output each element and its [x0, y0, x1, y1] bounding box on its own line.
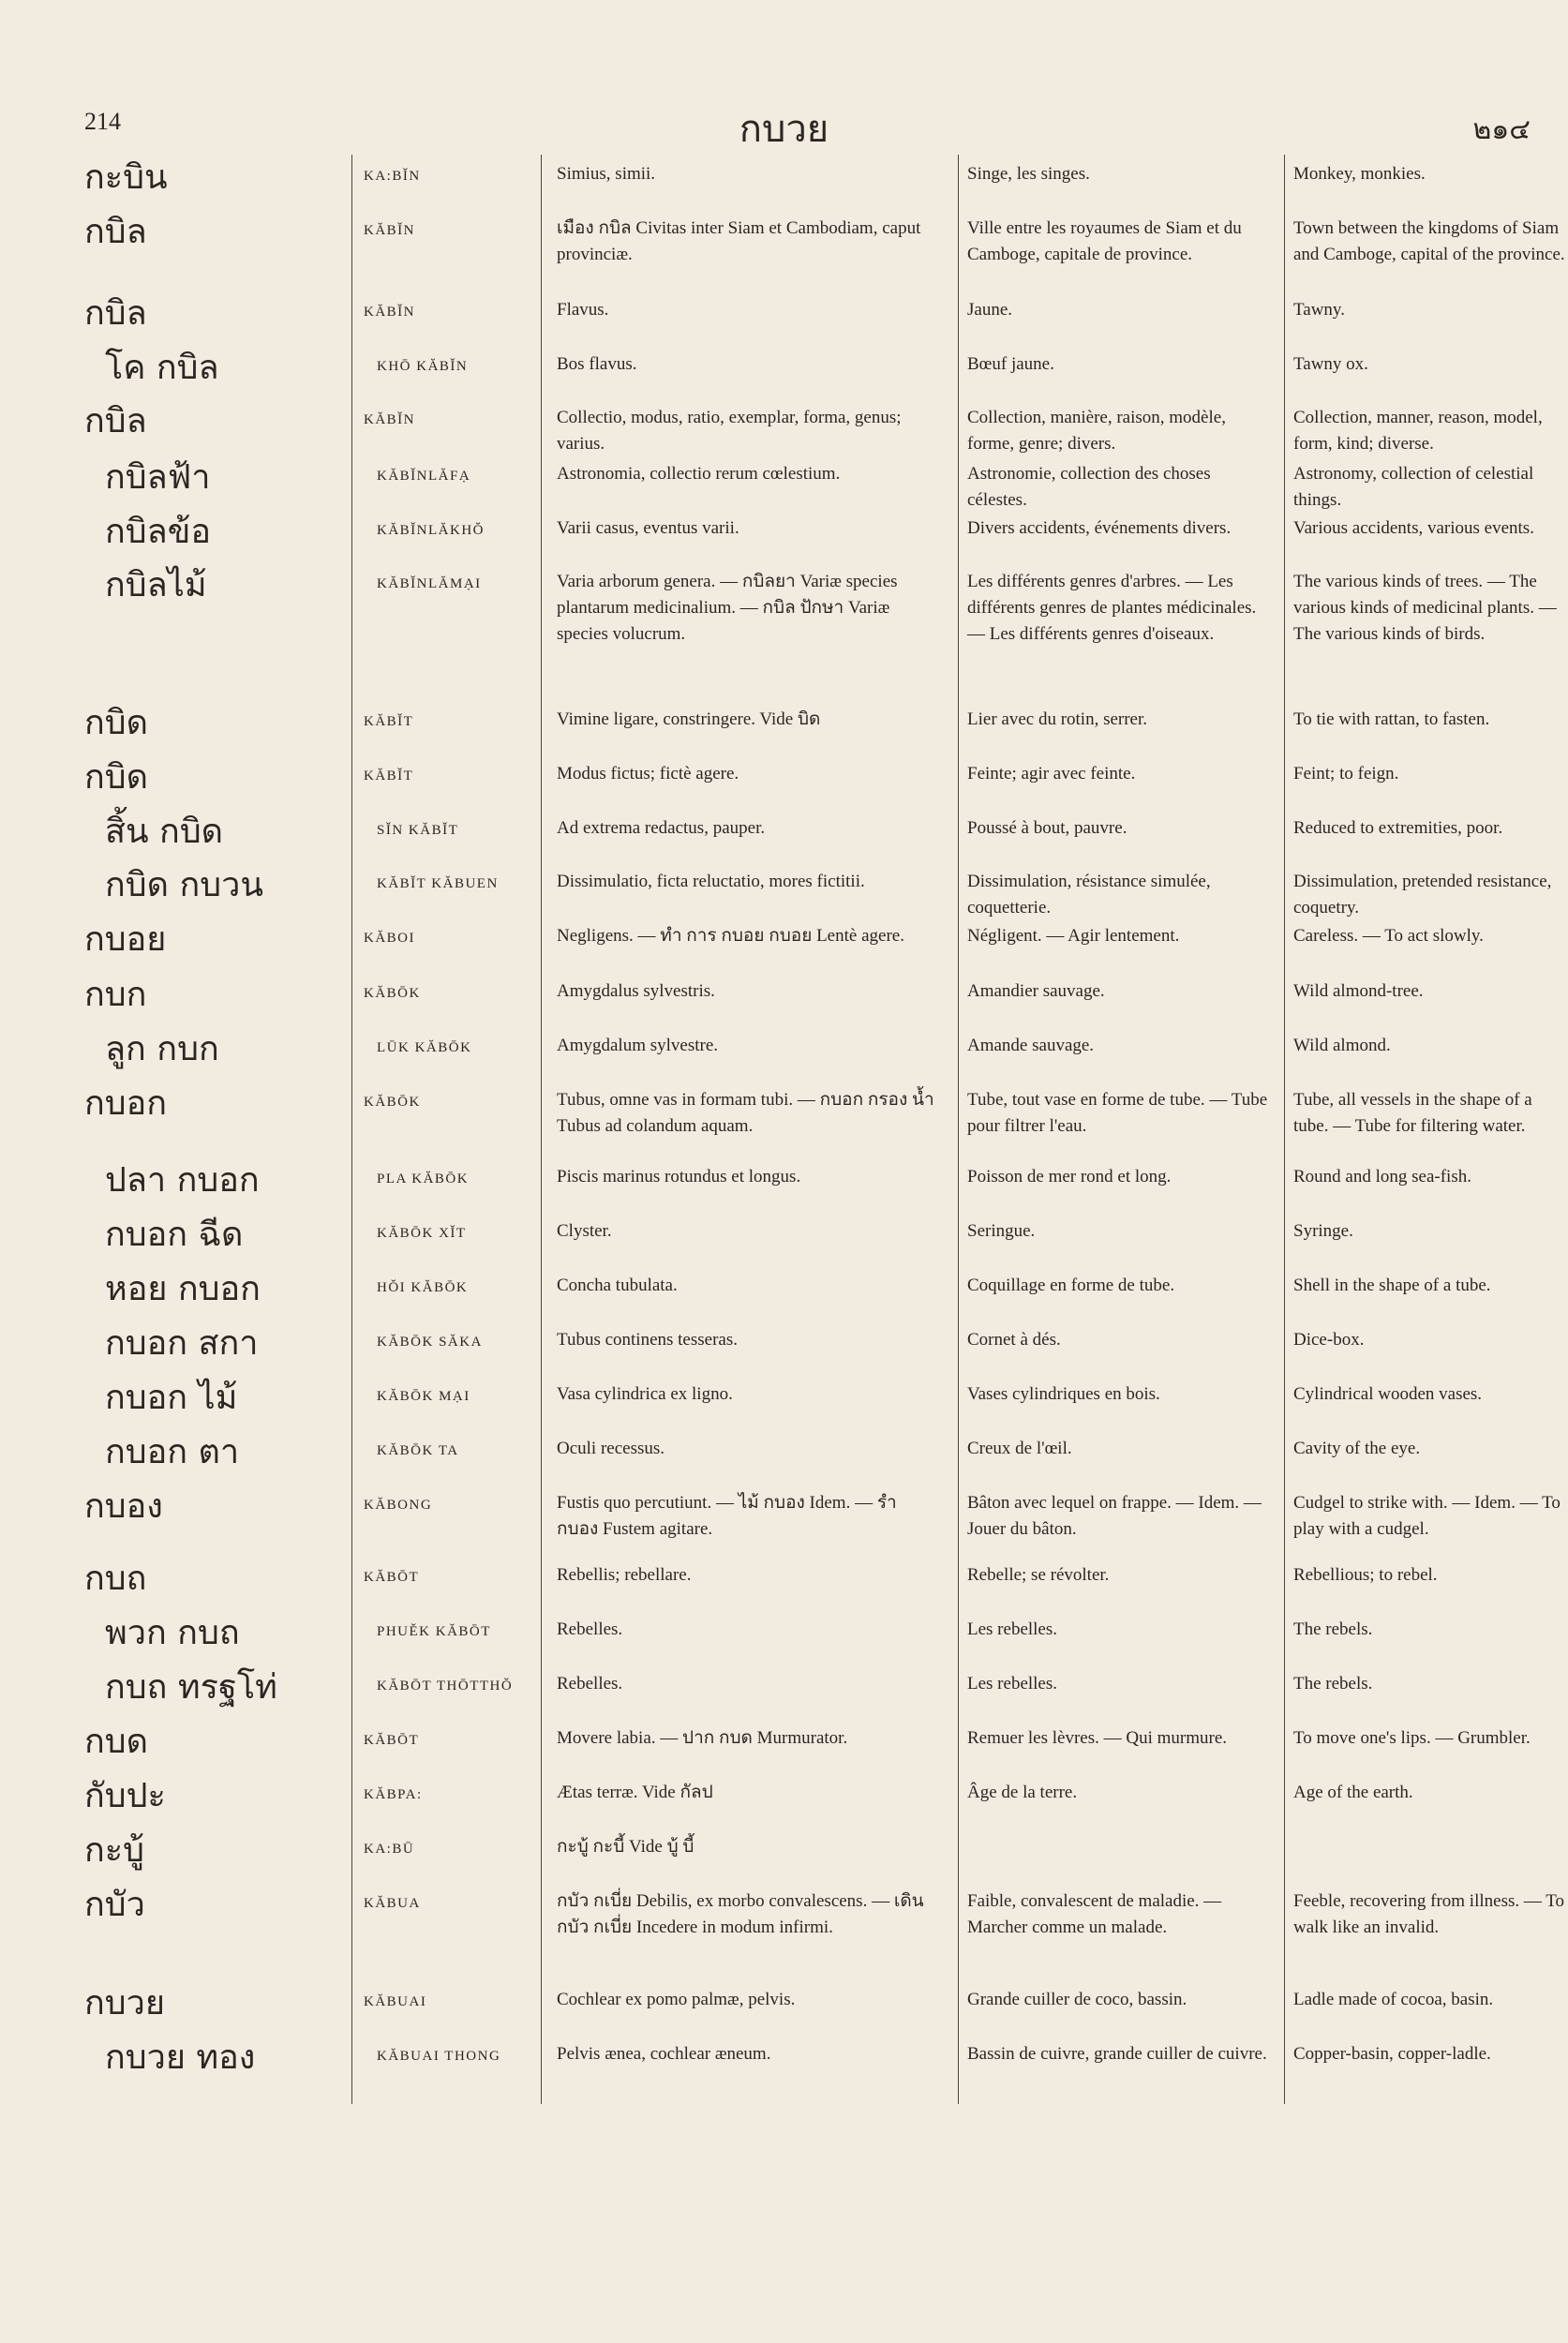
entry-romanization: KĂBŌK	[364, 986, 421, 1001]
entry-romanization: KA:BŪ	[364, 1842, 415, 1857]
entry-thai: กบด	[84, 1723, 149, 1761]
entry-english: Rebellious; to rebel.	[1293, 1565, 1438, 1585]
entry-thai: กบิด	[84, 758, 149, 797]
entry-english: Cudgel to strike with. — Idem. — To play with a cudgel.	[1293, 1493, 1561, 1539]
column-rule	[541, 155, 542, 2104]
entry-romanization: KĂBŌK MẠI	[377, 1389, 470, 1404]
entry-thai: กบิด	[84, 704, 149, 742]
entry-english: The rebels.	[1293, 1619, 1373, 1639]
entry-english: Copper-basin, copper-ladle.	[1293, 2044, 1491, 2064]
entry-french: Singe, les singes.	[967, 164, 1090, 184]
entry-romanization: KĂBŌK SĂKA	[377, 1335, 483, 1350]
entry-romanization: KĂBǏN	[364, 223, 415, 238]
entry-english: Tawny.	[1293, 300, 1345, 320]
entry-romanization: KHŌ KĂBǏN	[377, 359, 469, 374]
page-number: 214	[84, 108, 121, 135]
entry-latin: Concha tubulata.	[557, 1276, 678, 1295]
entry-french: Poussé à bout, pauvre.	[967, 818, 1127, 838]
entry-thai: กบิล	[84, 402, 147, 440]
entry-latin: Clyster.	[557, 1221, 612, 1241]
entry-romanization: KĂBOI	[364, 931, 415, 946]
entry-french: Collection, manière, raison, modèle, forme, genre; divers.	[967, 408, 1226, 454]
entry-thai: โค กบิล	[105, 349, 219, 387]
entry-latin: กบัว กเบี่ย Debilis, ex morbo convalescens. — เดิน กบัว กเบี่ย Incedere in modum infirmi.	[557, 1891, 924, 1937]
entry-french: Bassin de cuivre, grande cuiller de cuivre.	[967, 2044, 1267, 2064]
entry-french: Bœuf jaune.	[967, 354, 1054, 374]
entry-english: Feeble, recovering from illness. — To walk like an invalid.	[1293, 1891, 1565, 1937]
column-rule	[958, 155, 959, 2104]
entry-thai: หอย กบอก	[105, 1270, 261, 1308]
entry-romanization: PLA KĂBŌK	[377, 1172, 470, 1186]
entry-french: Ville entre les royaumes de Siam et du Camboge, capitale de province.	[967, 218, 1242, 264]
entry-thai: กบัว	[84, 1886, 145, 1924]
entry-thai: กบวย	[84, 1984, 165, 2022]
entry-french: Seringue.	[967, 1221, 1036, 1241]
entry-latin: Tubus, omne vas in formam tubi. — กบอก กรอง น้ำ Tubus ad colandum aquam.	[557, 1090, 934, 1136]
entry-latin: Rebelles.	[557, 1619, 623, 1639]
entry-english: Tawny ox.	[1293, 354, 1368, 374]
entry-romanization: KĂBUAI	[364, 1994, 427, 2009]
entry-latin: Collectio, modus, ratio, exemplar, forma, genus; varius.	[557, 408, 902, 454]
entry-english: Cavity of the eye.	[1293, 1439, 1421, 1458]
entry-latin: Simius, simii.	[557, 164, 656, 184]
entry-french: Les différents genres d'arbres. — Les différents genres de plantes médicinales. — Les différents genres d'oiseaux.	[967, 572, 1257, 644]
entry-english: Reduced to extremities, poor.	[1293, 818, 1503, 838]
entry-english: Age of the earth.	[1293, 1783, 1413, 1802]
entry-romanization: KĂBǏT KĂBUEN	[377, 876, 499, 891]
entry-thai: กบิลข้อ	[105, 513, 211, 551]
entry-thai: กะบิน	[84, 158, 168, 197]
entry-english: Town between the kingdoms of Siam and Camboge, capital of the province.	[1293, 218, 1565, 264]
entry-english: Ladle made of cocoa, basin.	[1293, 1990, 1494, 2009]
entry-latin: Fustis quo percutiunt. — ไม้ กบอง Idem. — รำ กบอง Fustem agitare.	[557, 1493, 897, 1539]
entry-latin: Flavus.	[557, 300, 609, 320]
entry-romanization: KĂBǏNLĂFẠ	[377, 469, 471, 484]
entry-english: The various kinds of trees. — The various kinds of medicinal plants. — The various kinds of birds.	[1293, 572, 1557, 644]
entry-romanization: LŪK KĂBŌK	[377, 1040, 472, 1055]
entry-thai: กบอก	[84, 1084, 168, 1123]
entry-english: Careless. — To act slowly.	[1293, 926, 1484, 946]
entry-english: Shell in the shape of a tube.	[1293, 1276, 1491, 1295]
entry-latin: Negligens. — ทำ การ กบอย กบอย Lentè agere.	[557, 926, 904, 946]
entry-thai: กบิลไม้	[105, 566, 207, 604]
entry-latin: Piscis marinus rotundus et longus.	[557, 1167, 801, 1186]
column-rule	[1284, 155, 1285, 2104]
entry-latin: เมือง กบิล Civitas inter Siam et Cambodiam, caput provinciæ.	[557, 218, 921, 264]
entry-romanization: KĂBŌK	[364, 1095, 421, 1110]
entry-thai: กบอก ตา	[105, 1433, 240, 1471]
entry-french: Creux de l'œil.	[967, 1439, 1072, 1458]
entry-romanization: KĂBUA	[364, 1896, 421, 1911]
entry-latin: Ad extrema redactus, pauper.	[557, 818, 766, 838]
entry-french: Les rebelles.	[967, 1674, 1058, 1694]
entry-latin: Vasa cylindrica ex ligno.	[557, 1384, 733, 1404]
column-rule	[351, 155, 352, 2104]
entry-latin: Dissimulatio, ficta reluctatio, mores fictitii.	[557, 872, 865, 891]
entry-latin: Astronomia, collectio rerum cœlestium.	[557, 464, 841, 484]
entry-thai: กบิล	[84, 213, 147, 251]
entry-french: Âge de la terre.	[967, 1783, 1078, 1802]
entry-english: Various accidents, various events.	[1293, 518, 1534, 538]
entry-french: Grande cuiller de coco, bassin.	[967, 1990, 1187, 2009]
entry-french: Divers accidents, événements divers.	[967, 518, 1232, 538]
entry-romanization: KĂBǏT	[364, 714, 414, 729]
entry-latin: Tubus continens tesseras.	[557, 1330, 738, 1350]
entry-thai: กะบู้	[84, 1831, 144, 1870]
entry-latin: Oculi recessus.	[557, 1439, 665, 1458]
entry-thai: กบวย ทอง	[105, 2038, 256, 2077]
entry-english: Cylindrical wooden vases.	[1293, 1384, 1483, 1404]
entry-latin: Cochlear ex pomo palmæ, pelvis.	[557, 1990, 796, 2009]
entry-english: Wild almond-tree.	[1293, 981, 1424, 1001]
entry-thai: กบถ ทรฐโท่	[105, 1668, 277, 1707]
entry-french: Tube, tout vase en forme de tube. — Tube pour filtrer l'eau.	[967, 1090, 1268, 1136]
entry-romanization: KĂBŌT	[364, 1570, 420, 1585]
entry-thai: กบอย	[84, 920, 167, 959]
entry-french: Cornet à dés.	[967, 1330, 1061, 1350]
entry-thai: กบอก สกา	[105, 1324, 259, 1363]
entry-latin: กะบู้ กะบี้ Vide บู้ บี้	[557, 1837, 694, 1857]
entry-latin: Ætas terræ. Vide กัลป	[557, 1783, 713, 1802]
entry-latin: Modus fictus; fictè agere.	[557, 764, 739, 783]
entry-romanization: SǏN KĂBǏT	[377, 823, 459, 838]
entry-romanization: KĂBǏNLĂMẠI	[377, 576, 482, 591]
entry-french: Faible, convalescent de maladie. — Marcher comme un malade.	[967, 1891, 1222, 1937]
entry-english: Round and long sea-fish.	[1293, 1167, 1471, 1186]
entry-latin: Amygdalum sylvestre.	[557, 1036, 719, 1055]
entry-french: Les rebelles.	[967, 1619, 1058, 1639]
entry-thai: กบอก ไม้	[105, 1379, 238, 1417]
entry-french: Négligent. — Agir lentement.	[967, 926, 1180, 946]
entry-thai: กบก	[84, 976, 147, 1014]
entry-romanization: KĂBŌK TA	[377, 1443, 459, 1458]
entry-french: Poisson de mer rond et long.	[967, 1167, 1172, 1186]
entry-romanization: KĂBǏNLĂKHŎ	[377, 523, 485, 538]
entry-romanization: KĂBǏN	[364, 305, 415, 320]
running-head: กบวย	[739, 108, 829, 151]
thai-page-number: ๒๑๔	[1472, 113, 1531, 146]
entry-english: Astronomy, collection of celestial things.	[1293, 464, 1534, 510]
entry-thai: ลูก กบก	[105, 1030, 219, 1068]
entry-romanization: KĂBUAI THONG	[377, 2049, 501, 2064]
page-header	[0, 98, 1568, 155]
entry-thai: กับปะ	[84, 1777, 166, 1815]
entry-thai: กบิล	[84, 294, 147, 333]
entry-french: Amande sauvage.	[967, 1036, 1095, 1055]
entry-latin: Varia arborum genera. — กบิลยา Variæ species plantarum medicinalium. — กบิล ปักษา Variæ species volucrum.	[557, 572, 898, 644]
entry-thai: กบิลฟ้า	[105, 458, 211, 497]
entry-thai: สิ้น กบิด	[105, 813, 224, 851]
entry-english: Feint; to feign.	[1293, 764, 1399, 783]
entry-french: Bâton avec lequel on frappe. — Idem. — Jouer du bâton.	[967, 1493, 1262, 1539]
entry-french: Rebelle; se révolter.	[967, 1565, 1110, 1585]
entry-thai: กบถ	[84, 1560, 147, 1598]
entry-english: To tie with rattan, to fasten.	[1293, 709, 1490, 729]
entry-latin: Pelvis ænea, cochlear æneum.	[557, 2044, 771, 2064]
entry-romanization: KĂBǏN	[364, 412, 415, 427]
entry-english: Dice-box.	[1293, 1330, 1365, 1350]
entry-latin: Vimine ligare, constringere. Vide บิด	[557, 709, 821, 729]
entry-thai: พวก กบถ	[105, 1614, 240, 1652]
entry-english: Monkey, monkies.	[1293, 164, 1426, 184]
entry-latin: Amygdalus sylvestris.	[557, 981, 715, 1001]
entry-romanization: PHUĚK KĂBŌT	[377, 1624, 491, 1639]
entry-latin: Bos flavus.	[557, 354, 637, 374]
entry-latin: Movere labia. — ปาก กบด Murmurator.	[557, 1728, 848, 1748]
entry-english: Wild almond.	[1293, 1036, 1391, 1055]
entry-latin: Rebellis; rebellare.	[557, 1565, 692, 1585]
entry-latin: Varii casus, eventus varii.	[557, 518, 739, 538]
entry-english: Tube, all vessels in the shape of a tube. — Tube for filtering water.	[1293, 1090, 1532, 1136]
entry-thai: ปลา กบอก	[105, 1161, 260, 1200]
entry-french: Vases cylindriques en bois.	[967, 1384, 1160, 1404]
entry-english: To move one's lips. — Grumbler.	[1293, 1728, 1531, 1748]
entry-romanization: KĂBPA:	[364, 1787, 423, 1802]
entry-french: Amandier sauvage.	[967, 981, 1105, 1001]
entry-romanization: KĂBǏT	[364, 769, 414, 783]
entry-romanization: KĂBŌT THŌTTHŎ	[377, 1679, 514, 1694]
entry-romanization: KĂBŌT	[364, 1733, 420, 1748]
entry-english: Collection, manner, reason, model, form, kind; diverse.	[1293, 408, 1543, 454]
entry-english: The rebels.	[1293, 1674, 1373, 1694]
entry-thai: กบอก ฉีด	[105, 1216, 244, 1254]
entry-romanization: KĂBŌK XǏT	[377, 1226, 467, 1241]
entry-french: Remuer les lèvres. — Qui murmure.	[967, 1728, 1228, 1748]
entry-romanization: KĂBONG	[364, 1498, 433, 1513]
entry-french: Astronomie, collection des choses célestes.	[967, 464, 1211, 510]
entry-english: Syringe.	[1293, 1221, 1353, 1241]
entry-romanization: KA:BǏN	[364, 169, 421, 184]
entry-english: Dissimulation, pretended resistance, coquetry.	[1293, 872, 1552, 918]
entry-french: Dissimulation, résistance simulée, coquetterie.	[967, 872, 1211, 918]
entry-french: Jaune.	[967, 300, 1013, 320]
entry-latin: Rebelles.	[557, 1674, 623, 1694]
entry-romanization: HŎI KĂBŌK	[377, 1280, 469, 1295]
entry-french: Coquillage en forme de tube.	[967, 1276, 1175, 1295]
entry-french: Feinte; agir avec feinte.	[967, 764, 1136, 783]
entry-thai: กบอง	[84, 1487, 163, 1526]
entry-french: Lier avec du rotin, serrer.	[967, 709, 1148, 729]
entry-thai: กบิด กบวน	[105, 866, 263, 904]
